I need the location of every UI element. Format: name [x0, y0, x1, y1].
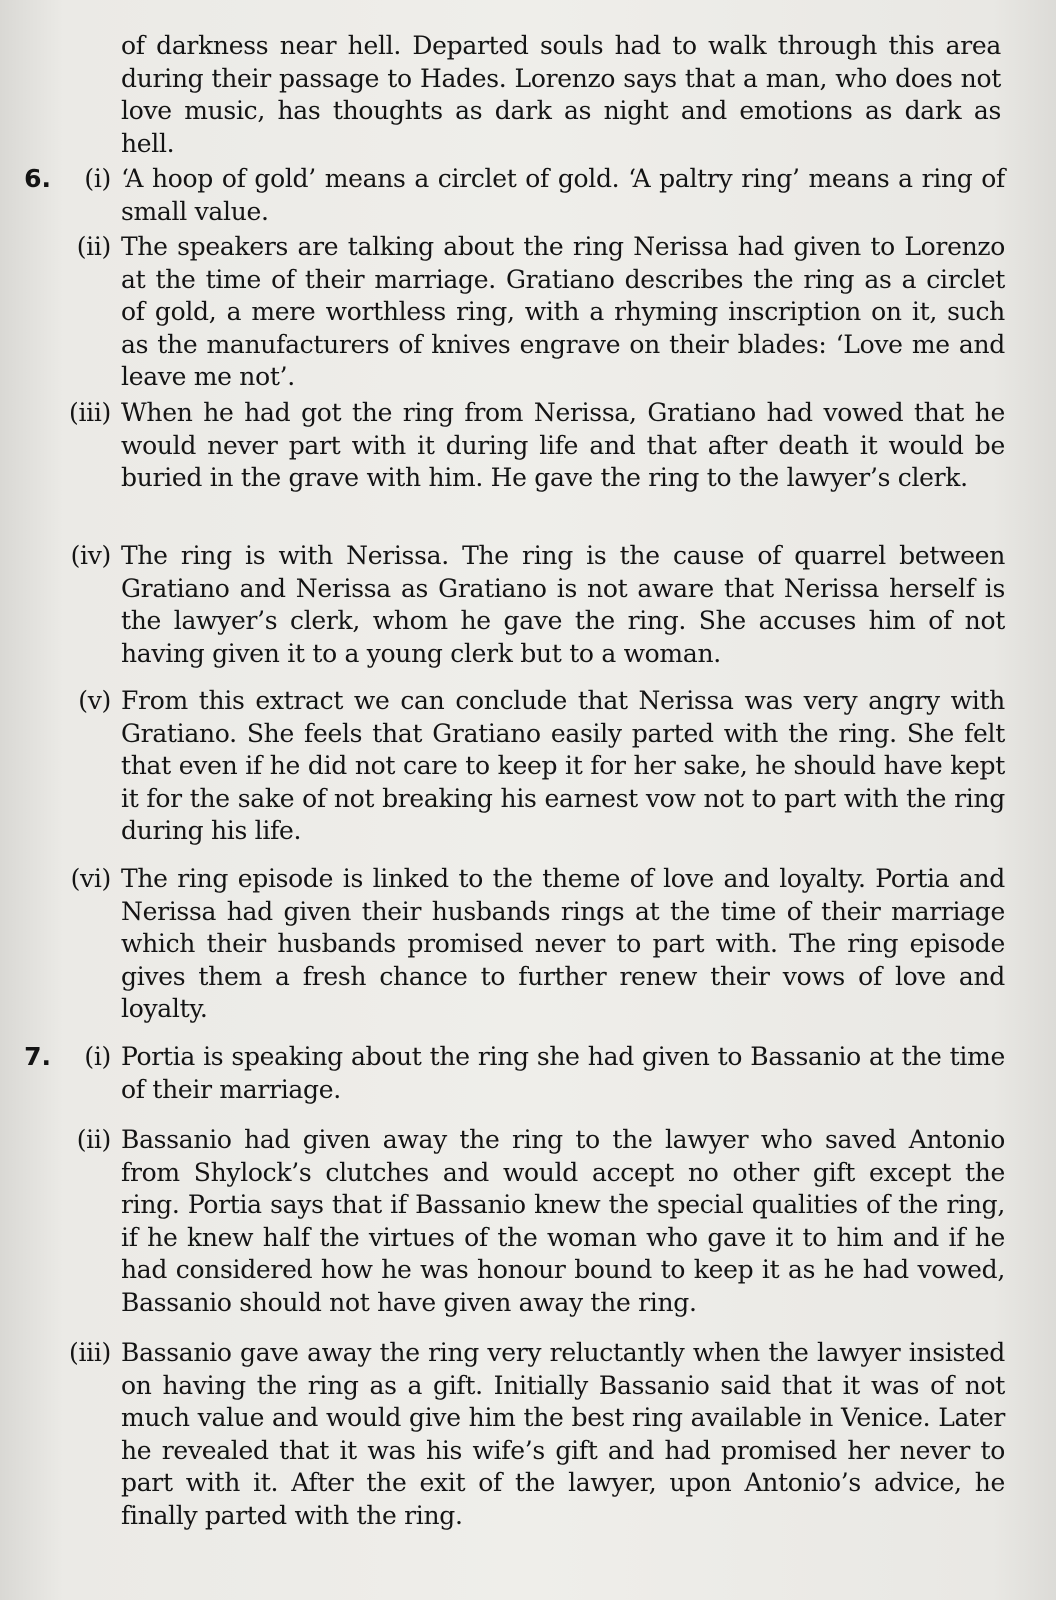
item-text: Portia is speaking about the ring she had given to Bassanio at the time of their marriage. [121, 1042, 1005, 1104]
item-label: (iv) [70, 541, 111, 570]
item-text: The ring is with Nerissa. The ring is the cause of quarrel between Gratiano and Nerissa as Gratiano is not aware that Nerissa herself is the lawyer’s clerk, whom he gave the ring. She accuses him of not having given it to a young clerk but to a woman. [121, 541, 1005, 668]
item-label: (iii) [69, 398, 111, 427]
item-text: Bassanio had given away the ring to the lawyer who saved Antonio from Shylock’s clutches and would accept no other gift except the ring. Portia says that if Bassanio knew the special qualities of the ring, if he knew half the virtues of the woman who gave it to him and if he had considered how he was honour bound to keep it as he had vowed, Bassanio should not have given away the ring. [121, 1125, 1005, 1317]
item-text: The ring episode is linked to the theme of love and loyalty. Portia and Nerissa had given their husbands rings at the time of their marriage which their husbands promised never to part with. The ring episode gives them a fresh chance to further renew their vows of love and loyalty. [121, 864, 1005, 1023]
item-label: (v) [78, 686, 111, 715]
item-text: ‘A hoop of gold’ means a circlet of gold. ‘A paltry ring’ means a ring of small value. [121, 164, 1005, 226]
item-label: (i) [84, 1042, 111, 1071]
question-number-7: 7. [24, 1042, 51, 1071]
item-text: Bassanio gave away the ring very reluctantly when the lawyer insisted on having the ring as a gift. Initially Bassanio said that it was of not much value and would give him the best ring available in Venice. Later he revealed that it was his wife’s gift and had promised her never to part with it. After the exit of the lawyer, upon Antonio’s advice, he finally parted with the ring. [121, 1338, 1005, 1530]
item-text: From this extract we can conclude that Nerissa was very angry with Gratiano. She feels that Gratiano easily parted with the ring. She felt that even if he did not care to keep it for her sake, he should have kept it for the sake of not breaking his earnest vow not to part with the ring during his life. [121, 686, 1005, 845]
item-text: The speakers are talking about the ring Nerissa had given to Lorenzo at the time of their marriage. Gratiano describes the ring as a circlet of gold, a mere worthless ring, with a rhyming inscription on it, such as the manufacturers of knives engrave on their blades: ‘Love me and leave me not’. [121, 232, 1005, 391]
item-label: (ii) [76, 1125, 111, 1154]
item-label: (vi) [70, 864, 111, 893]
item-label: (ii) [76, 232, 111, 261]
question-number-6: 6. [24, 164, 51, 193]
item-label: (i) [84, 164, 111, 193]
continued-answer-text: of darkness near hell. Departed souls had to walk through this area during their passage to Hades. Lorenzo says that a man, who does not love music, has thoughts as dark as night and emotions as dark as hell. [121, 31, 1001, 158]
item-label: (iii) [69, 1338, 111, 1367]
item-text: When he had got the ring from Nerissa, Gratiano had vowed that he would never part with it during life and that after death it would be buried in the grave with him. He gave the ring to the lawyer’s clerk. [121, 398, 1005, 492]
